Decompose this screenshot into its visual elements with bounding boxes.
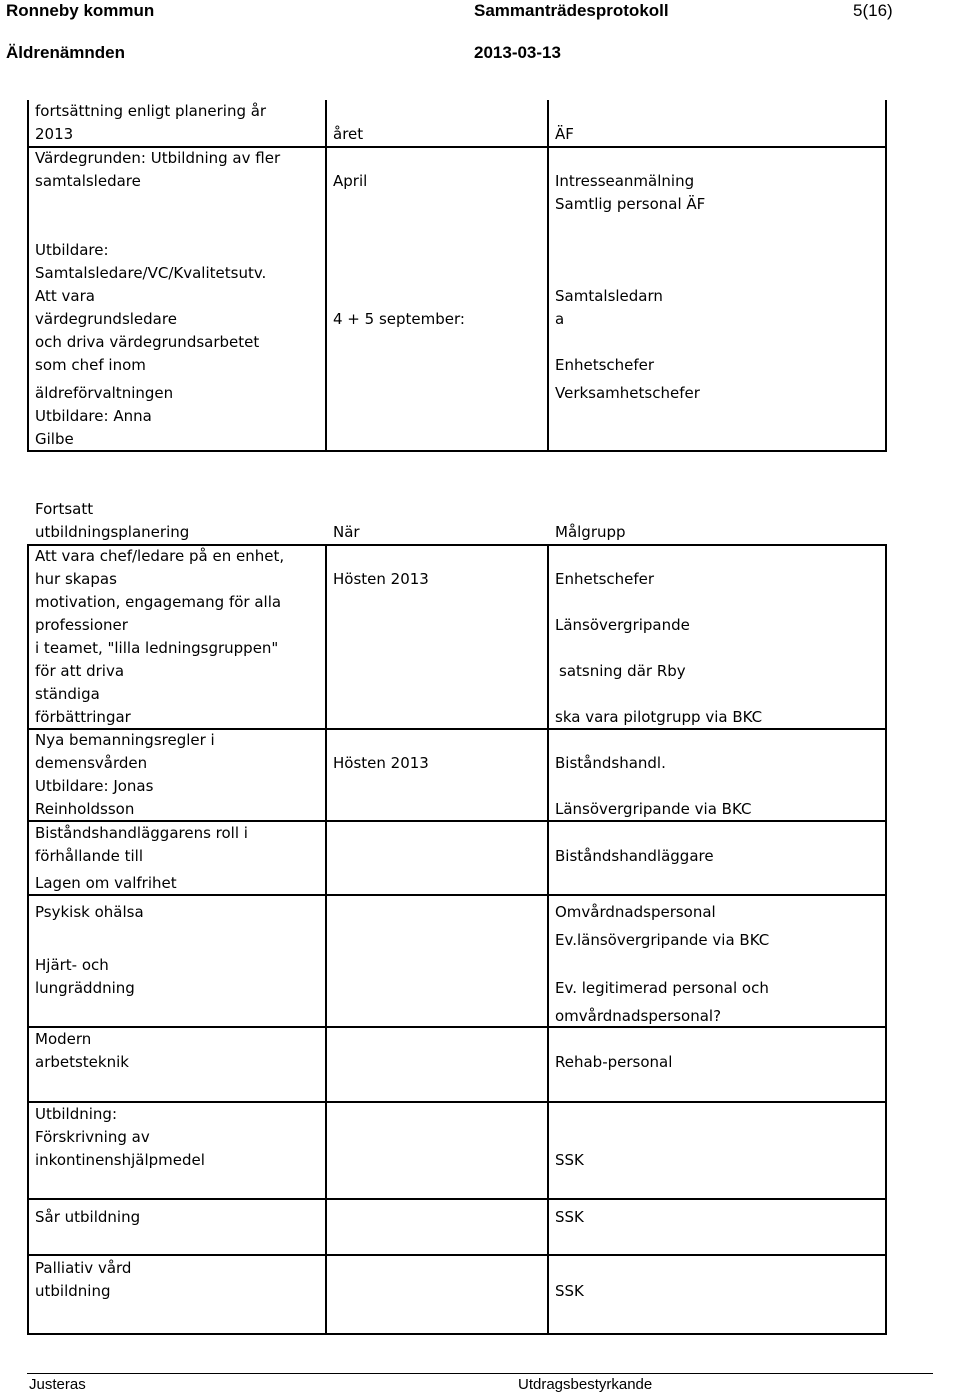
footer-utdragsbestyrkande: Utdragsbestyrkande — [518, 1376, 653, 1393]
cell-text: a — [555, 310, 565, 328]
cell-text: Förskrivning av — [35, 1128, 150, 1146]
table-border — [547, 100, 549, 452]
cell-text: SSK — [555, 1208, 584, 1226]
column-header: Fortsatt — [35, 500, 94, 518]
cell-text: utbildning — [35, 1282, 111, 1300]
table-border — [547, 544, 549, 1335]
cell-text: som chef inom — [35, 356, 146, 374]
cell-text: förbättringar — [35, 708, 131, 726]
cell-text: Biståndshandl. — [555, 754, 666, 772]
cell-text: fortsättning enligt planering år — [35, 102, 267, 120]
cell-text: äldreförvaltningen — [35, 384, 174, 402]
cell-text: Rehab-personal — [555, 1053, 673, 1071]
column-header: När — [333, 523, 360, 541]
table-border — [27, 1198, 887, 1200]
table-border — [27, 1254, 887, 1256]
cell-text: Enhetschefer — [555, 356, 655, 374]
cell-text: Palliativ vård — [35, 1259, 132, 1277]
cell-text: Hjärt- och — [35, 956, 109, 974]
cell-text: Sår utbildning — [35, 1208, 141, 1226]
cell-text: värdegrundsledare — [35, 310, 177, 328]
cell-text: Ev. legitimerad personal och — [555, 979, 769, 997]
cell-text: demensvården — [35, 754, 148, 772]
footer-divider — [27, 1373, 933, 1374]
table-border — [27, 1026, 887, 1028]
cell-text: Länsövergripande via BKC — [555, 800, 752, 818]
cell-text: hur skapas — [35, 570, 117, 588]
cell-text: Gilbe — [35, 430, 74, 448]
cell-text: Värdegrunden: Utbildning av fler — [35, 149, 281, 167]
cell-text: April — [333, 172, 368, 190]
table-border — [27, 450, 887, 452]
cell-text: 2013 — [35, 125, 74, 143]
table-border — [27, 100, 29, 452]
cell-text: lungräddning — [35, 979, 135, 997]
cell-text: inkontinenshjälpmedel — [35, 1151, 205, 1169]
table-border — [325, 544, 327, 1335]
cell-text: Hösten 2013 — [333, 570, 429, 588]
cell-text: Modern — [35, 1030, 92, 1048]
column-header: utbildningsplanering — [35, 523, 190, 541]
cell-text: Samtalsledare/VC/Kvalitetsutv. — [35, 264, 267, 282]
cell-text: året — [333, 125, 364, 143]
cell-text: Lagen om valfrihet — [35, 874, 177, 892]
cell-text: Utbildare: Anna — [35, 407, 152, 425]
cell-text: i teamet, "lilla ledningsgruppen" — [35, 639, 279, 657]
document-type: Sammanträdesprotokoll — [474, 1, 669, 20]
cell-text: Utbildare: — [35, 241, 109, 259]
cell-text: Utbildning: — [35, 1105, 117, 1123]
cell-text: arbetsteknik — [35, 1053, 129, 1071]
cell-text: Länsövergripande — [555, 616, 690, 634]
cell-text: och driva värdegrundsarbetet — [35, 333, 260, 351]
cell-text: SSK — [555, 1151, 584, 1169]
cell-text: för att driva — [35, 662, 125, 680]
cell-text: SSK — [555, 1282, 584, 1300]
cell-text: Biståndshandläggarens roll i — [35, 824, 248, 842]
cell-text: Biståndshandläggare — [555, 847, 714, 865]
table-border — [325, 100, 327, 452]
cell-text: Ev.länsövergripande via BKC — [555, 931, 770, 949]
cell-text: professioner — [35, 616, 128, 634]
cell-text: Psykisk ohälsa — [35, 903, 144, 921]
cell-text: Att vara chef/ledare på en enhet, — [35, 547, 285, 565]
table-border — [27, 1333, 887, 1335]
cell-text: Reinholdsson — [35, 800, 135, 818]
cell-text: Intresseanmälning — [555, 172, 695, 190]
footer-justeras: Justeras — [29, 1376, 86, 1393]
table-border — [885, 100, 887, 452]
cell-text: Samtalsledarn — [555, 287, 663, 305]
cell-text: satsning där Rby — [559, 662, 686, 680]
page-number: 5(16) — [853, 1, 893, 20]
cell-text: ska vara pilotgrupp via BKC — [555, 708, 763, 726]
cell-text: ständiga — [35, 685, 100, 703]
cell-text: Nya bemanningsregler i — [35, 731, 215, 749]
cell-text: 4 + 5 september: — [333, 310, 465, 328]
meeting-date: 2013-03-13 — [474, 43, 561, 62]
cell-text: omvårdnadspersonal? — [555, 1007, 722, 1025]
table-border — [27, 1101, 887, 1103]
cell-text: Enhetschefer — [555, 570, 655, 588]
cell-text: Hösten 2013 — [333, 754, 429, 772]
cell-text: ÄF — [555, 125, 574, 143]
board-name: Äldrenämnden — [6, 43, 126, 62]
table-border — [885, 544, 887, 1335]
cell-text: Att vara — [35, 287, 95, 305]
org-name: Ronneby kommun — [6, 1, 155, 20]
cell-text: Utbildare: Jonas — [35, 777, 154, 795]
column-header: Målgrupp — [555, 523, 626, 541]
cell-text: motivation, engagemang för alla — [35, 593, 282, 611]
cell-text: Omvårdnadspersonal — [555, 903, 716, 921]
table-border — [27, 544, 29, 1335]
cell-text: förhållande till — [35, 847, 143, 865]
cell-text: Samtlig personal ÄF — [555, 195, 706, 213]
cell-text: Verksamhetschefer — [555, 384, 700, 402]
cell-text: samtalsledare — [35, 172, 141, 190]
